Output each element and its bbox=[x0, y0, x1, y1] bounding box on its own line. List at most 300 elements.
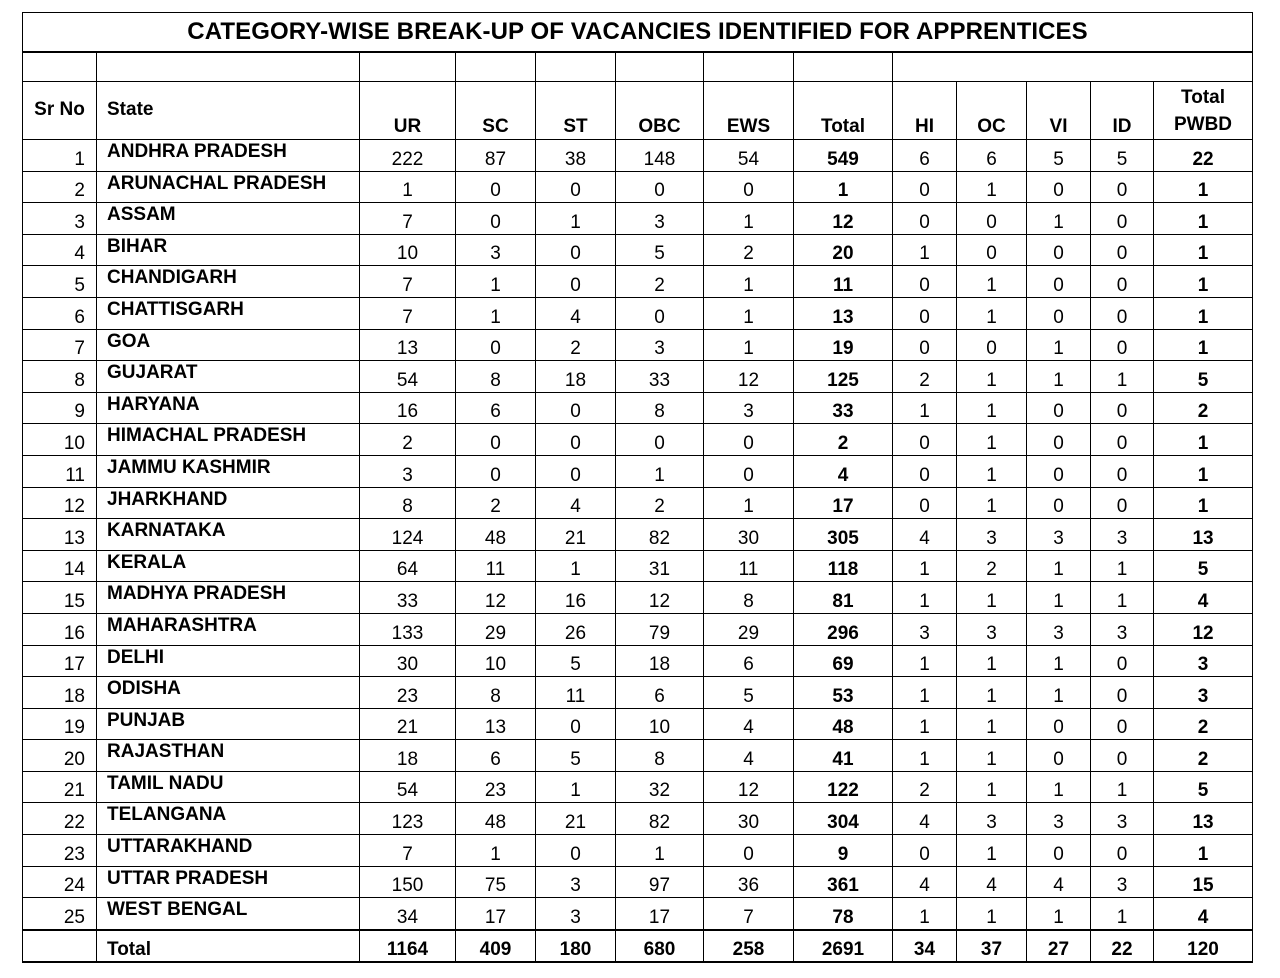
ur-cell: 64 bbox=[360, 550, 456, 582]
vi-cell: 0 bbox=[1027, 234, 1091, 266]
state-name-cell: ARUNACHAL PRADESH bbox=[97, 171, 360, 203]
vi-cell: 1 bbox=[1027, 771, 1091, 803]
obc-cell: 0 bbox=[616, 297, 704, 329]
page-title: CATEGORY-WISE BREAK-UP OF VACANCIES IDENTIFIED FOR APPRENTICES bbox=[23, 13, 1253, 53]
ews-cell: 0 bbox=[704, 455, 794, 487]
st-cell: 2 bbox=[536, 329, 616, 361]
sr-no-cell: 21 bbox=[23, 771, 97, 803]
table-row bbox=[23, 835, 1253, 867]
id-cell: 0 bbox=[1091, 677, 1154, 709]
total-pwbd-cell: 13 bbox=[1154, 519, 1253, 551]
table-row bbox=[23, 392, 1253, 424]
total-pwbd-cell: 12 bbox=[1154, 613, 1253, 645]
totals-st: 180 bbox=[536, 930, 616, 962]
sc-cell: 87 bbox=[456, 140, 536, 172]
ews-cell: 5 bbox=[704, 677, 794, 709]
header-oc: OC bbox=[957, 82, 1027, 140]
totals-vi: 27 bbox=[1027, 930, 1091, 962]
spacer-cell bbox=[456, 52, 536, 82]
total-cell: 69 bbox=[794, 645, 893, 677]
vi-cell: 0 bbox=[1027, 835, 1091, 867]
table-row bbox=[23, 297, 1253, 329]
state-name-cell: GUJARAT bbox=[97, 361, 360, 393]
ur-cell: 8 bbox=[360, 487, 456, 519]
total-cell: 305 bbox=[794, 519, 893, 551]
oc-cell: 3 bbox=[957, 613, 1027, 645]
st-cell: 21 bbox=[536, 519, 616, 551]
total-pwbd-cell: 5 bbox=[1154, 361, 1253, 393]
header-st: ST bbox=[536, 82, 616, 140]
state-name-cell: MAHARASHTRA bbox=[97, 613, 360, 645]
state-name-cell: UTTARAKHAND bbox=[97, 835, 360, 867]
total-pwbd-cell: 5 bbox=[1154, 771, 1253, 803]
header-pwbd-line1: Total bbox=[1181, 87, 1225, 108]
state-name-cell: UTTAR PRADESH bbox=[97, 866, 360, 898]
hi-cell: 0 bbox=[893, 266, 957, 298]
sc-cell: 1 bbox=[456, 266, 536, 298]
total-pwbd-cell: 1 bbox=[1154, 329, 1253, 361]
ur-cell: 7 bbox=[360, 203, 456, 235]
total-pwbd-cell: 3 bbox=[1154, 677, 1253, 709]
sc-cell: 0 bbox=[456, 455, 536, 487]
ur-cell: 7 bbox=[360, 297, 456, 329]
vi-cell: 3 bbox=[1027, 803, 1091, 835]
ews-cell: 1 bbox=[704, 266, 794, 298]
oc-cell: 0 bbox=[957, 234, 1027, 266]
ur-cell: 123 bbox=[360, 803, 456, 835]
sc-cell: 13 bbox=[456, 708, 536, 740]
vi-cell: 1 bbox=[1027, 645, 1091, 677]
ur-cell: 3 bbox=[360, 455, 456, 487]
obc-cell: 2 bbox=[616, 266, 704, 298]
st-cell: 0 bbox=[536, 708, 616, 740]
sc-cell: 2 bbox=[456, 487, 536, 519]
ur-cell: 30 bbox=[360, 645, 456, 677]
vacancy-table bbox=[22, 12, 1253, 963]
oc-cell: 1 bbox=[957, 392, 1027, 424]
ur-cell: 54 bbox=[360, 361, 456, 393]
oc-cell: 1 bbox=[957, 266, 1027, 298]
ews-cell: 1 bbox=[704, 297, 794, 329]
oc-cell: 1 bbox=[957, 487, 1027, 519]
id-cell: 0 bbox=[1091, 740, 1154, 772]
id-cell: 0 bbox=[1091, 266, 1154, 298]
total-cell: 122 bbox=[794, 771, 893, 803]
obc-cell: 6 bbox=[616, 677, 704, 709]
total-cell: 304 bbox=[794, 803, 893, 835]
st-cell: 18 bbox=[536, 361, 616, 393]
ur-cell: 124 bbox=[360, 519, 456, 551]
table-row bbox=[23, 234, 1253, 266]
ur-cell: 150 bbox=[360, 866, 456, 898]
header-total-pwbd bbox=[1154, 82, 1253, 140]
id-cell: 0 bbox=[1091, 487, 1154, 519]
sr-no-cell: 20 bbox=[23, 740, 97, 772]
oc-cell: 1 bbox=[957, 645, 1027, 677]
obc-cell: 32 bbox=[616, 771, 704, 803]
id-cell: 3 bbox=[1091, 866, 1154, 898]
total-pwbd-cell: 4 bbox=[1154, 898, 1253, 930]
table-row bbox=[23, 613, 1253, 645]
id-cell: 1 bbox=[1091, 361, 1154, 393]
oc-cell: 1 bbox=[957, 740, 1027, 772]
totals-blank bbox=[23, 930, 97, 962]
header-ews: EWS bbox=[704, 82, 794, 140]
table-row bbox=[23, 361, 1253, 393]
id-cell: 0 bbox=[1091, 424, 1154, 456]
oc-cell: 3 bbox=[957, 803, 1027, 835]
sc-cell: 8 bbox=[456, 677, 536, 709]
state-name-cell: KERALA bbox=[97, 550, 360, 582]
header-pwbd-line2: PWBD bbox=[1173, 114, 1233, 135]
table-row bbox=[23, 677, 1253, 709]
state-name-cell: WEST BENGAL bbox=[97, 898, 360, 930]
totals-ur: 1164 bbox=[360, 930, 456, 962]
hi-cell: 4 bbox=[893, 519, 957, 551]
ews-cell: 0 bbox=[704, 424, 794, 456]
vi-cell: 1 bbox=[1027, 550, 1091, 582]
total-pwbd-cell: 1 bbox=[1154, 455, 1253, 487]
state-name-cell: PUNJAB bbox=[97, 708, 360, 740]
totals-sc: 409 bbox=[456, 930, 536, 962]
spacer-cell bbox=[704, 52, 794, 82]
total-cell: 81 bbox=[794, 582, 893, 614]
table-row bbox=[23, 740, 1253, 772]
hi-cell: 0 bbox=[893, 297, 957, 329]
id-cell: 1 bbox=[1091, 898, 1154, 930]
oc-cell: 1 bbox=[957, 455, 1027, 487]
hi-cell: 4 bbox=[893, 866, 957, 898]
totals-row bbox=[23, 930, 1253, 962]
oc-cell: 1 bbox=[957, 677, 1027, 709]
ews-cell: 1 bbox=[704, 203, 794, 235]
spacer-cell bbox=[97, 52, 360, 82]
spacer-cell bbox=[360, 52, 456, 82]
sc-cell: 3 bbox=[456, 234, 536, 266]
hi-cell: 1 bbox=[893, 550, 957, 582]
ur-cell: 54 bbox=[360, 771, 456, 803]
hi-cell: 0 bbox=[893, 329, 957, 361]
id-cell: 3 bbox=[1091, 803, 1154, 835]
id-cell: 0 bbox=[1091, 392, 1154, 424]
hi-cell: 0 bbox=[893, 487, 957, 519]
sr-no-cell: 12 bbox=[23, 487, 97, 519]
total-pwbd-cell: 2 bbox=[1154, 708, 1253, 740]
hi-cell: 1 bbox=[893, 392, 957, 424]
total-pwbd-cell: 1 bbox=[1154, 203, 1253, 235]
obc-cell: 1 bbox=[616, 835, 704, 867]
header-sc: SC bbox=[456, 82, 536, 140]
header-state: State bbox=[97, 82, 360, 140]
st-cell: 21 bbox=[536, 803, 616, 835]
st-cell: 4 bbox=[536, 487, 616, 519]
oc-cell: 1 bbox=[957, 361, 1027, 393]
sc-cell: 6 bbox=[456, 392, 536, 424]
obc-cell: 97 bbox=[616, 866, 704, 898]
total-cell: 2 bbox=[794, 424, 893, 456]
vi-cell: 1 bbox=[1027, 361, 1091, 393]
sr-no-cell: 1 bbox=[23, 140, 97, 172]
obc-cell: 3 bbox=[616, 203, 704, 235]
state-name-cell: HARYANA bbox=[97, 392, 360, 424]
totals-id: 22 bbox=[1091, 930, 1154, 962]
hi-cell: 2 bbox=[893, 361, 957, 393]
obc-cell: 0 bbox=[616, 171, 704, 203]
total-pwbd-cell: 22 bbox=[1154, 140, 1253, 172]
ur-cell: 222 bbox=[360, 140, 456, 172]
state-name-cell: TELANGANA bbox=[97, 803, 360, 835]
state-name-cell: TAMIL NADU bbox=[97, 771, 360, 803]
id-cell: 0 bbox=[1091, 203, 1154, 235]
total-pwbd-cell: 1 bbox=[1154, 234, 1253, 266]
hi-cell: 0 bbox=[893, 424, 957, 456]
st-cell: 1 bbox=[536, 550, 616, 582]
total-pwbd-cell: 1 bbox=[1154, 487, 1253, 519]
total-cell: 125 bbox=[794, 361, 893, 393]
title-row bbox=[23, 13, 1253, 53]
header-obc: OBC bbox=[616, 82, 704, 140]
ur-cell: 34 bbox=[360, 898, 456, 930]
totals-hi: 34 bbox=[893, 930, 957, 962]
header-ur: UR bbox=[360, 82, 456, 140]
total-cell: 118 bbox=[794, 550, 893, 582]
st-cell: 5 bbox=[536, 645, 616, 677]
state-name-cell: CHANDIGARH bbox=[97, 266, 360, 298]
st-cell: 38 bbox=[536, 140, 616, 172]
id-cell: 0 bbox=[1091, 645, 1154, 677]
table-row bbox=[23, 424, 1253, 456]
st-cell: 3 bbox=[536, 866, 616, 898]
sr-no-cell: 10 bbox=[23, 424, 97, 456]
totals-ews: 258 bbox=[704, 930, 794, 962]
hi-cell: 0 bbox=[893, 455, 957, 487]
sc-cell: 23 bbox=[456, 771, 536, 803]
ews-cell: 12 bbox=[704, 361, 794, 393]
ews-cell: 7 bbox=[704, 898, 794, 930]
obc-cell: 8 bbox=[616, 740, 704, 772]
ews-cell: 0 bbox=[704, 835, 794, 867]
vi-cell: 1 bbox=[1027, 329, 1091, 361]
state-name-cell: ANDHRA PRADESH bbox=[97, 140, 360, 172]
table-row bbox=[23, 171, 1253, 203]
ur-cell: 133 bbox=[360, 613, 456, 645]
id-cell: 3 bbox=[1091, 519, 1154, 551]
obc-cell: 10 bbox=[616, 708, 704, 740]
oc-cell: 3 bbox=[957, 519, 1027, 551]
totals-label: Total bbox=[97, 930, 360, 962]
table-row bbox=[23, 487, 1253, 519]
table-row bbox=[23, 645, 1253, 677]
state-name-cell: JHARKHAND bbox=[97, 487, 360, 519]
sr-no-cell: 23 bbox=[23, 835, 97, 867]
ur-cell: 10 bbox=[360, 234, 456, 266]
ur-cell: 7 bbox=[360, 266, 456, 298]
header-hi: HI bbox=[893, 82, 957, 140]
sr-no-cell: 18 bbox=[23, 677, 97, 709]
spacer-cell bbox=[893, 52, 1253, 82]
vi-cell: 5 bbox=[1027, 140, 1091, 172]
total-cell: 41 bbox=[794, 740, 893, 772]
ews-cell: 2 bbox=[704, 234, 794, 266]
table-row bbox=[23, 140, 1253, 172]
id-cell: 0 bbox=[1091, 171, 1154, 203]
ews-cell: 6 bbox=[704, 645, 794, 677]
totals-pwbd: 120 bbox=[1154, 930, 1253, 962]
ews-cell: 12 bbox=[704, 771, 794, 803]
oc-cell: 4 bbox=[957, 866, 1027, 898]
obc-cell: 18 bbox=[616, 645, 704, 677]
vi-cell: 1 bbox=[1027, 203, 1091, 235]
ews-cell: 4 bbox=[704, 740, 794, 772]
table-row bbox=[23, 866, 1253, 898]
st-cell: 11 bbox=[536, 677, 616, 709]
total-pwbd-cell: 1 bbox=[1154, 266, 1253, 298]
ews-cell: 36 bbox=[704, 866, 794, 898]
table-row bbox=[23, 582, 1253, 614]
state-name-cell: CHATTISGARH bbox=[97, 297, 360, 329]
id-cell: 1 bbox=[1091, 582, 1154, 614]
hi-cell: 1 bbox=[893, 582, 957, 614]
st-cell: 0 bbox=[536, 171, 616, 203]
id-cell: 0 bbox=[1091, 835, 1154, 867]
sr-no-cell: 24 bbox=[23, 866, 97, 898]
ur-cell: 2 bbox=[360, 424, 456, 456]
total-pwbd-cell: 13 bbox=[1154, 803, 1253, 835]
sc-cell: 48 bbox=[456, 803, 536, 835]
hi-cell: 0 bbox=[893, 171, 957, 203]
total-pwbd-cell: 4 bbox=[1154, 582, 1253, 614]
header-vi: VI bbox=[1027, 82, 1091, 140]
ews-cell: 30 bbox=[704, 803, 794, 835]
sr-no-cell: 19 bbox=[23, 708, 97, 740]
ur-cell: 33 bbox=[360, 582, 456, 614]
vi-cell: 3 bbox=[1027, 613, 1091, 645]
vi-cell: 4 bbox=[1027, 866, 1091, 898]
vi-cell: 0 bbox=[1027, 487, 1091, 519]
ur-cell: 1 bbox=[360, 171, 456, 203]
ews-cell: 3 bbox=[704, 392, 794, 424]
sc-cell: 0 bbox=[456, 424, 536, 456]
total-cell: 19 bbox=[794, 329, 893, 361]
vi-cell: 1 bbox=[1027, 677, 1091, 709]
ur-cell: 18 bbox=[360, 740, 456, 772]
hi-cell: 6 bbox=[893, 140, 957, 172]
sr-no-cell: 8 bbox=[23, 361, 97, 393]
sr-no-cell: 17 bbox=[23, 645, 97, 677]
id-cell: 0 bbox=[1091, 329, 1154, 361]
sr-no-cell: 9 bbox=[23, 392, 97, 424]
state-name-cell: KARNATAKA bbox=[97, 519, 360, 551]
vi-cell: 0 bbox=[1027, 424, 1091, 456]
st-cell: 0 bbox=[536, 455, 616, 487]
oc-cell: 0 bbox=[957, 203, 1027, 235]
header-total: Total bbox=[794, 82, 893, 140]
obc-cell: 3 bbox=[616, 329, 704, 361]
st-cell: 4 bbox=[536, 297, 616, 329]
total-pwbd-cell: 1 bbox=[1154, 171, 1253, 203]
id-cell: 1 bbox=[1091, 771, 1154, 803]
ur-cell: 13 bbox=[360, 329, 456, 361]
st-cell: 1 bbox=[536, 771, 616, 803]
vi-cell: 0 bbox=[1027, 171, 1091, 203]
vi-cell: 1 bbox=[1027, 898, 1091, 930]
header-row bbox=[23, 82, 1253, 140]
spacer-cell bbox=[616, 52, 704, 82]
hi-cell: 4 bbox=[893, 803, 957, 835]
st-cell: 16 bbox=[536, 582, 616, 614]
sc-cell: 48 bbox=[456, 519, 536, 551]
obc-cell: 1 bbox=[616, 455, 704, 487]
sr-no-cell: 3 bbox=[23, 203, 97, 235]
spacer-cell bbox=[794, 52, 893, 82]
totals-total: 2691 bbox=[794, 930, 893, 962]
oc-cell: 1 bbox=[957, 771, 1027, 803]
state-name-cell: GOA bbox=[97, 329, 360, 361]
total-cell: 296 bbox=[794, 613, 893, 645]
obc-cell: 5 bbox=[616, 234, 704, 266]
totals-obc: 680 bbox=[616, 930, 704, 962]
st-cell: 3 bbox=[536, 898, 616, 930]
id-cell: 0 bbox=[1091, 455, 1154, 487]
spacer-cell bbox=[23, 52, 97, 82]
table-row bbox=[23, 898, 1253, 930]
ews-cell: 8 bbox=[704, 582, 794, 614]
oc-cell: 1 bbox=[957, 582, 1027, 614]
total-cell: 12 bbox=[794, 203, 893, 235]
sc-cell: 29 bbox=[456, 613, 536, 645]
sr-no-cell: 5 bbox=[23, 266, 97, 298]
hi-cell: 1 bbox=[893, 677, 957, 709]
vi-cell: 0 bbox=[1027, 392, 1091, 424]
st-cell: 0 bbox=[536, 835, 616, 867]
state-name-cell: MADHYA PRADESH bbox=[97, 582, 360, 614]
header-srno: Sr No bbox=[23, 82, 97, 140]
hi-cell: 1 bbox=[893, 708, 957, 740]
total-cell: 13 bbox=[794, 297, 893, 329]
hi-cell: 0 bbox=[893, 203, 957, 235]
vi-cell: 0 bbox=[1027, 455, 1091, 487]
oc-cell: 1 bbox=[957, 424, 1027, 456]
total-cell: 17 bbox=[794, 487, 893, 519]
ews-cell: 30 bbox=[704, 519, 794, 551]
total-cell: 1 bbox=[794, 171, 893, 203]
sc-cell: 0 bbox=[456, 329, 536, 361]
vi-cell: 1 bbox=[1027, 582, 1091, 614]
total-pwbd-cell: 2 bbox=[1154, 740, 1253, 772]
total-cell: 33 bbox=[794, 392, 893, 424]
table-row bbox=[23, 803, 1253, 835]
st-cell: 0 bbox=[536, 424, 616, 456]
spacer-row bbox=[23, 52, 1253, 82]
vi-cell: 3 bbox=[1027, 519, 1091, 551]
total-cell: 11 bbox=[794, 266, 893, 298]
vacancy-sheet bbox=[22, 12, 1252, 963]
total-pwbd-cell: 1 bbox=[1154, 297, 1253, 329]
table-row bbox=[23, 203, 1253, 235]
obc-cell: 31 bbox=[616, 550, 704, 582]
st-cell: 0 bbox=[536, 392, 616, 424]
oc-cell: 1 bbox=[957, 171, 1027, 203]
oc-cell: 1 bbox=[957, 898, 1027, 930]
ews-cell: 54 bbox=[704, 140, 794, 172]
total-cell: 20 bbox=[794, 234, 893, 266]
sc-cell: 0 bbox=[456, 171, 536, 203]
sc-cell: 11 bbox=[456, 550, 536, 582]
table-row bbox=[23, 771, 1253, 803]
spacer-cell bbox=[536, 52, 616, 82]
table-row bbox=[23, 519, 1253, 551]
st-cell: 0 bbox=[536, 266, 616, 298]
